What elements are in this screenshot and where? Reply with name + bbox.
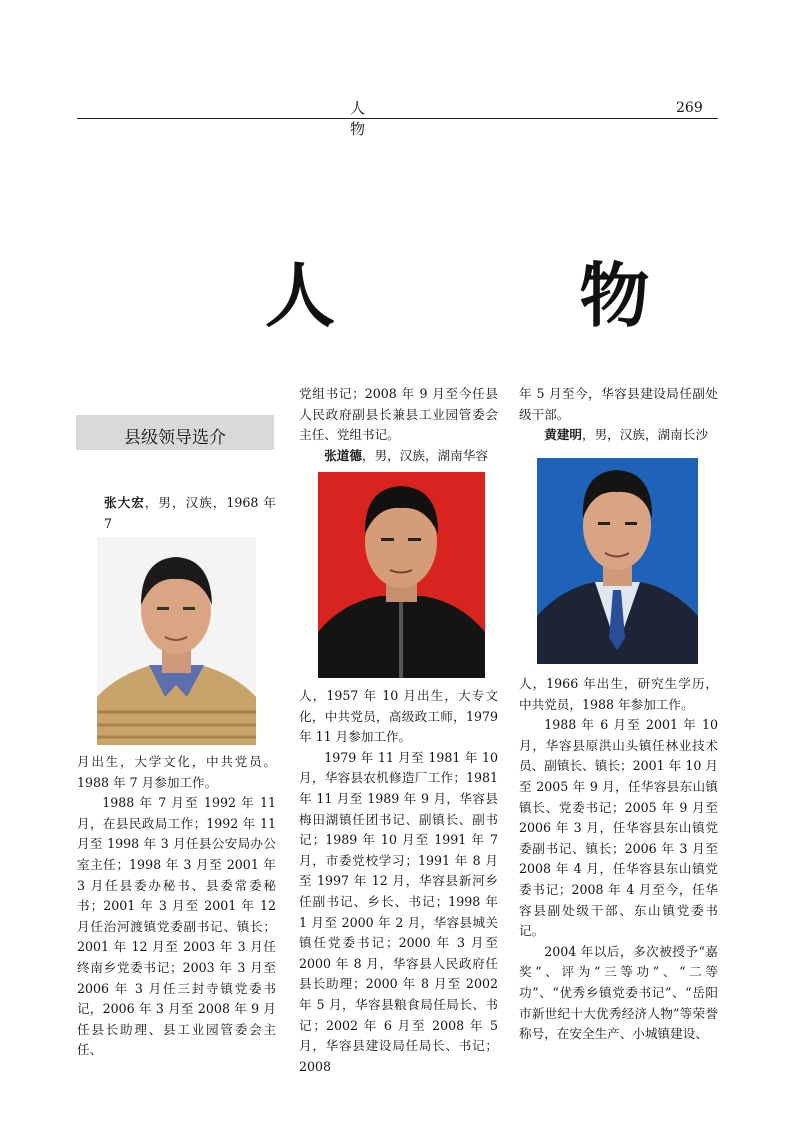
continued-text: 年 5 月至今，华容县建设局任副处级干部。 <box>519 386 718 422</box>
page-number: 269 <box>676 100 703 116</box>
person-name: 张大宏 <box>104 495 145 510</box>
intro-lead: ，男，汉族，湖南华容 <box>361 447 488 463</box>
intro-lead: ，男，汉族，湖南长沙 <box>581 427 708 443</box>
col3-body <box>519 674 718 1045</box>
portrait-zhang-daode-image <box>318 472 485 678</box>
career-text: 1979 年 11 月至 1981 年 10 月，华容县农机修造厂工作；1981 年 11 月至 1989 年 9 月，华容县梅田湖镇任团书记、副镇长、副书记；1989 年 10 月至 1991 年 7 月，市委党校学习；1991 年 8 月至 1997 年 12 月，华容县新河乡任副书记、乡长、书记；1998 年 1 月至 2000 年 2 月，华容县城关镇任党委书记；2000 年 3 月至 2000 年 8 月，华容县人民政府任县长助理；2000 年 8 月至 2002 年 5 月，华容县粮食局任局长、书记；2002 年 6 月至 2008 年 5 月，华容县建设局任局长、书记；2008 <box>299 749 498 1074</box>
portrait-photo-zhang-dahong <box>97 537 256 745</box>
col1-intro-line <box>104 493 276 534</box>
continued-text: 党组书记；2008 年 9 月至今任县人民政府副县长兼县工业园管委会主任、党组书记。 <box>299 386 498 443</box>
portrait-photo-zhang-daode <box>318 472 485 678</box>
portrait-photo-huang-jianming <box>537 458 698 664</box>
col2-top <box>299 384 498 466</box>
intro-text: 人，1966 年出生，研究生学历，中共党员，1988 年参加工作。 <box>519 676 718 712</box>
intro-text: 月出生，大学文化，中共党员。1988 年 7 月参加工作。 <box>77 754 276 790</box>
header-rule <box>77 118 718 119</box>
col3-top <box>519 384 718 446</box>
chapter-title: 人 物 <box>265 254 760 337</box>
running-title: 人 物 <box>350 99 388 138</box>
intro-line <box>299 446 498 467</box>
col1-body <box>77 752 276 1061</box>
career-text: 1988 年 7 月至 1992 年 11 月，在县民政局工作；1992 年 11 月至 1998 年 3 月任县公安局办公室主任；1998 年 3 月至 2001 年 3 月任县委办秘书、县委常委秘书；2001 年 3 月至 2001 年 12 月任治河渡镇党委副书记、镇长；2001 年 12 月至 2003 年 3 月任终南乡党委书记；2003 年 3 月至 2006 年 3 月任三封寺镇党委书记，2006 年 3 月至 2008 年 9 月任县长助理、县工业园管委会主任、 <box>77 795 276 1058</box>
portrait-zhang-dahong-image <box>97 537 256 745</box>
career-text: 1988 年 6 月至 2001 年 10 月，华容县原洪山头镇任林业技术员、副镇长、镇长；2001 年 10 月至 2005 年 9 月，任华容县东山镇镇长、党委书记；2005 年 9 月至 2006 年 3 月，任华容县东山镇党委副书记、镇长；2006 年 3 月至 2008 年 4 月，任华容县东山镇党委书记；2008 年 4 月至今，任华容县副处级干部、东山镇党委书记。 <box>519 717 718 939</box>
portrait-huang-jianming-image <box>537 458 698 664</box>
intro-lead: ，男，汉族，1968 年 7 <box>104 495 276 531</box>
intro-text: 人，1957 年 10 月出生，大专文化，中共党员，高级政工师，1979 年 11 月参加工作。 <box>299 688 498 745</box>
person-name: 黄建明 <box>544 427 582 443</box>
person-name: 张道德 <box>324 447 362 463</box>
col2-body <box>299 686 498 1077</box>
honors-text: 2004 年以后，多次被授予“嘉奖”、评为“三等功”、“二等功”、“优秀乡镇党委书记”、“岳阳市新世纪十大优秀经济人物”等荣誉称号，在安全生产、小城镇建设、 <box>519 943 718 1042</box>
intro-line <box>519 425 718 446</box>
section-title: 县级领导选介 <box>124 428 226 448</box>
